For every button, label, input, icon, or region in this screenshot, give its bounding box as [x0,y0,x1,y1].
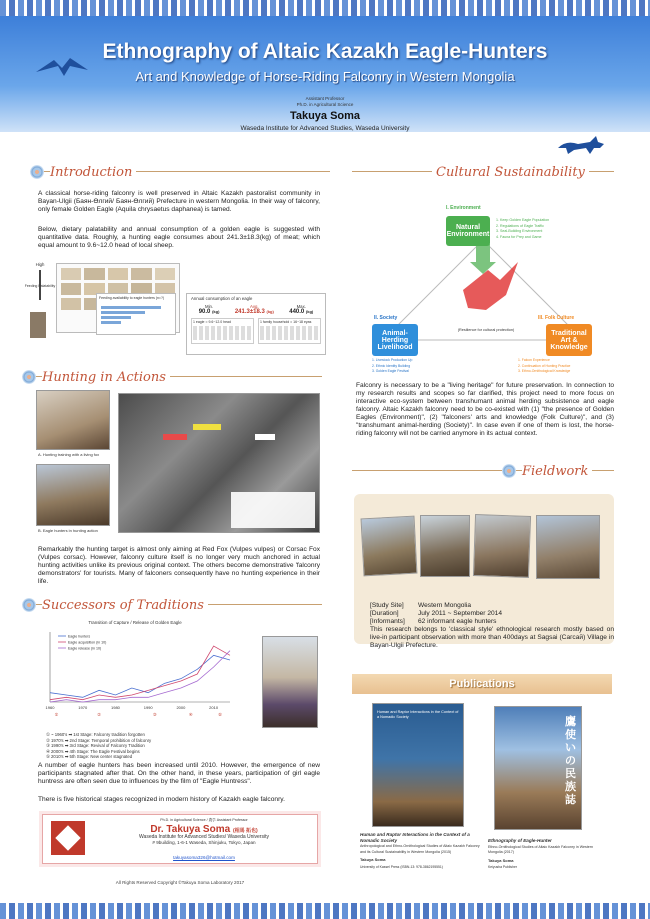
flower-icon [30,165,44,179]
contact-name: Dr. Takuya Soma (相馬 拓也) [150,823,258,835]
hunting-caption-2: B. Eagle hunters in hunting action [38,528,98,533]
bottom-border [0,903,650,919]
stage-marker: ① [54,711,59,717]
poster-title: Ethnography of Altaic Kazakh Eagle-Hunters [102,40,548,63]
x-tick-label: 1960 [45,704,55,710]
cultural-paragraph: Falconry is necessary to be a "living heritage" for future preservation. In connection to my research results and scopes so far clarified, this project need to more focus on interactive eco-system between transhumant animal herding subsistence and eagle falconry. Altaic Kazakh falconry need to be co-existed with (1) "the presence of Golden Eagles (Environment)", (2) "falconers' arts and knowledge (Folk Culture)", and (3) "transhumant animal-herding (Society)". In case even if one of them is lost, the horse-riding falconry will not be carried anymore in its actual context. [356,382,614,437]
footer-copyright: All Rights Reserved Copyright ©Takuya Soma Laboratory 2017 [115,880,245,885]
intro-paragraph-2: Below, dietary palatability and annual consumption of a golden eagle is suggested with quantitative data. Roughly, a hunting eagle consumes about 241.3±18.3(kg) of meat; which equal amount to 9.6~12.0 head of local sheep. [38,226,320,249]
map-table [231,492,315,528]
env-items: 1. Keep Golden Eagle Population 2. Regulations of Eagle Traffic 3. Seal-Building Environment 4. Fauna for Prey and Game [496,218,550,239]
hunting-heading: Hunting in Actions [22,368,322,386]
legend-label-1: Eagle acquisition (in 10) [68,640,107,644]
feeding-availability-chart: Feeding availability to eagle hunters (n=?) [96,293,176,335]
hunting-paragraph: Remarkably the hunting target is almost only aiming at Red Fox (Vulpes vulpes) or Corsac Fox (Vulpes corsac). However, falconry culture itself is no longer very much anchored in actual hunting activities unlike its previous original context. The others become demonstrative 'falconry demonstrators' for tourists. Many of falconers consequently have no hunting experience in their life. [38,546,320,585]
consumption-panel: Annual consumption of an eagle Min. 90.0 (kg) Avg. 241.3±18.3 (kg) Max. 440.0 (kg) 1 eagle = 9.6~12.0 head 1 family household = 16~18 eyas [186,293,326,355]
traditional-knowledge-box: Traditional Art & Knowledge [546,324,592,356]
cultural-heading: Cultural Sustainability [352,163,614,181]
stage-marker: ④ [188,711,193,717]
fieldwork-photo-2 [420,515,470,577]
fieldwork-photo-4 [536,515,600,579]
author-name: Takuya Soma [289,110,361,122]
book1-info: Human and Raptor Interactions in the Context of a Nomadic Society Anthropological and Ethno-Ornithological Studies of Altaic Kazakh Falconry and its Cultural Sustainability in Western Mongolia (2015) Takuya Soma University of Kassel Press (ISBN-13: 978-3862195551) [360,832,480,869]
stage-marker: ③ [152,711,157,717]
folk-title: III. Folk Culture [538,315,575,321]
fox-icon [556,134,606,156]
contact-box [42,814,318,864]
fieldwork-info: [Study Site] Western Mongolia [Duration] July 2011 ~ September 2014 [Informants] 62 informant eagle hunters This research belongs to 'classical style' ethnological research mostly based on live-in participant observation with more than 400days at Sagsai (Сагсай) Village in Bayan-Ulgii Prefecture. [370,602,614,649]
x-tick-label: 1980 [111,704,120,710]
contact-email-link[interactable]: takuyasoma326@hotmail.com [173,854,235,860]
publications-heading: Publications [352,674,612,694]
flower-icon [22,370,36,384]
eagle-emblem-icon [463,262,518,310]
fieldwork-photo-3 [473,514,531,578]
hunting-caption-1: A. Hunting training with a living fox [38,452,100,457]
intro-paragraph-1: A classical horse-riding falconry is well preserved in Altaic Kazakh pastoralist community in Bayan-Ulgii (Баян-Өлгий/ Баян-Өлгий) Prefecture in western Mongolia. In their way of falconry, only female Golden Eagle (Aquila chrysaetus daphanea) is tamed. [38,190,320,213]
stage-list: ① ~ 1960's ➡ 1st Stage: Falconry tradition forgotten ② 1970's ➡ 2nd Stage: Temporal prohibition of falconry ③ 1990's ➡ 3rd Stage: Revival of Falconry Tradition ④ 2000's ➡ 4th Stage: The Eagle Festival begins ⑤ 2010's ➡ 5th Stage: New center stagnated [46,732,152,759]
x-tick-label: 2010 [209,704,219,710]
eagle-photo-small [30,312,46,338]
natural-environment-box: Natural Environment [446,216,490,246]
chart-title: Transition of Capture / Release of Golden Eagle [88,620,182,625]
author-institution: Waseda Institute for Advanced Studies, Waseda University [240,125,410,132]
seal-icon [51,821,85,855]
eagle-chart [30,620,240,720]
map-label-1 [193,424,221,430]
legend-label-2: Eagle release (in 10) [68,646,102,650]
map-label-3 [255,434,275,440]
author-block [0,96,650,132]
x-tick-label: 1970 [78,704,88,710]
sustainability-diagram [368,200,598,373]
contact-address: # 9building, 1-6-1 Waseda, Shinjuku, Tokyo, Japan [152,840,256,845]
env-title: I. Environment [446,205,481,211]
society-title: II. Society [374,315,398,321]
fieldwork-heading: Fieldwork [352,462,614,480]
successors-heading: Successors of Traditions [22,596,322,614]
chart-svg [30,626,240,718]
eagle-huntress-photo [262,636,318,728]
folk-items: 1. Falcon Experience 2. Continuation of Hunting Practice 3. Ethno-Ornithological Knowledge [518,358,571,373]
author-role: Assistant Professor [305,96,345,101]
top-border [0,0,650,16]
hunting-photo-2 [36,464,110,526]
society-items: 1. Livestock Production Up 2. Ethnic Identity Building 3. Golden Eagle Festival [372,358,413,373]
x-tick-label: 1990 [143,704,153,710]
series-line-2 [50,650,230,701]
stage-marker: ⑤ [218,711,223,717]
contact-role: Ph.D. in Agricultural Science / 農学 Assistant Professor [160,818,248,822]
successors-paragraph-2: There is five historical stages recognized in modern history of Kazakh eagle falconry. [38,796,285,803]
stage-marker: ② [97,711,101,717]
contact-institution: Waseda Institute for Advanced Studies/ Waseda University [139,833,269,840]
poster-subtitle: Art and Knowledge of Horse-Riding Falconry in Western Mongolia [135,69,515,84]
hunting-photo-1 [36,390,110,450]
satellite-map [118,393,320,533]
map-label-2 [163,434,187,440]
successors-paragraph-1: A number of eagle hunters has been increased until 2010. However, the emergence of new participants stagnated after that. On the other hand, in these years, participation of girl eagle huntress are often seen due to influences by the film of "Eagle Huntress". [38,762,320,785]
book2-cover: 鷹使いの民族誌 [494,706,582,830]
animal-herding-box: Animal-Herding Livelihood [372,324,418,356]
book2-info: Ethnography of Eagle-Hunter Ethno-Ornithological Studies of Altaic Kazakh Falconry in Western Mongolia (2017) Takuya Soma Keiyusha Publisher [488,838,594,869]
fieldwork-photo-1 [361,516,418,577]
legend-label-0: Eagle hunters [68,634,91,638]
intro-heading: Introduction [30,163,330,181]
resilience-note: (Resilience for cultural protection) [457,328,515,332]
author-degree: Ph.D. in Agricultural Science [296,102,354,107]
x-tick-label: 2000 [176,704,186,710]
palatability-scale: High Feeding Palatability [30,262,50,318]
flower-icon [22,598,36,612]
flower-icon [502,464,516,478]
book1-cover: Human and Raptor Interactions in the Context of a Nomadic Society [372,703,464,827]
series-line-1 [50,646,230,700]
